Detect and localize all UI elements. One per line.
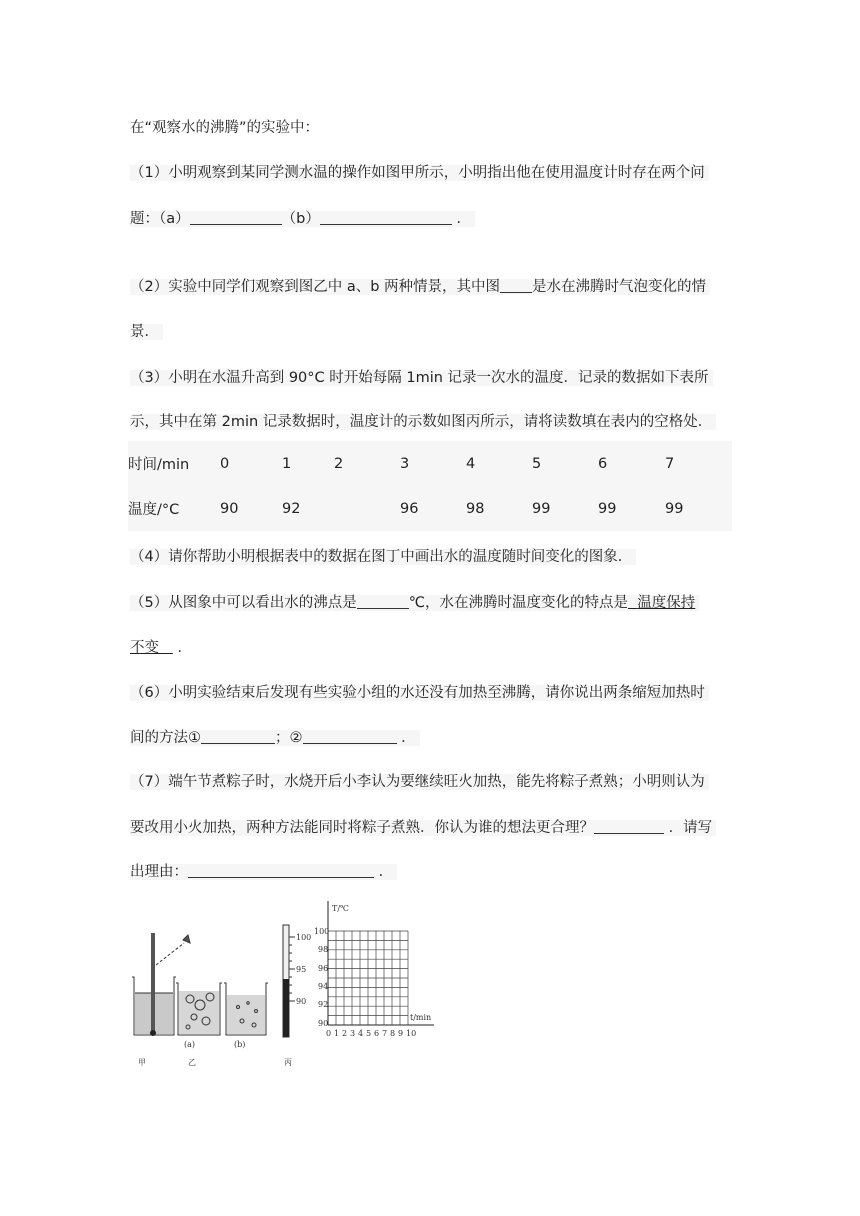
q6-blank-2[interactable] (303, 729, 397, 744)
temp-label: 温度/°C (128, 502, 180, 518)
x-tick: 10 (406, 1029, 417, 1038)
table-row-time (128, 441, 732, 486)
caption-a: (a) (184, 1040, 196, 1049)
table-cell: 3 (400, 455, 410, 472)
data-table (128, 441, 732, 531)
table-cell: 99 (598, 500, 617, 517)
q2-line1: （2）实验中同学们观察到图乙中 a、b 两种情景，其中图 是水在沸腾时气泡变化的情 (130, 277, 710, 297)
x-tick: 0 (326, 1029, 332, 1038)
table-cell: 5 (532, 455, 542, 472)
q7-line2: 要改用小火加热，两种方法能同时将粽子煮熟．你认为谁的想法更合理？ ．请写 (130, 818, 716, 838)
q7-blank-1[interactable] (594, 819, 664, 834)
x-tick: 7 (382, 1029, 388, 1038)
table-cell: 7 (665, 455, 675, 472)
caption-yi: 乙 (188, 1058, 196, 1067)
table-cell: 6 (598, 455, 608, 472)
q5-blank[interactable] (357, 594, 409, 609)
table-cell: 98 (466, 500, 485, 517)
caption-b: (b) (234, 1040, 246, 1049)
q4-text: （4）请你帮助小明根据表中的数据在图丁中画出水的温度随时间变化的图象． (130, 547, 636, 567)
caption-jia: 甲 (138, 1058, 146, 1067)
q1-line2: 题：（a） （b） ． (130, 209, 475, 229)
q5-line1: （5）从图象中可以看出水的沸点是 ℃，水在沸腾时温度变化的特点是 温度保持 (130, 593, 699, 613)
table-cell: 0 (220, 455, 230, 472)
table-cell: 90 (220, 500, 239, 517)
q7-blank-2[interactable] (188, 863, 374, 878)
temperature-graph (314, 901, 434, 1038)
table-row-temp (128, 486, 732, 531)
x-tick: 9 (398, 1029, 404, 1038)
thermometer-bing (283, 925, 311, 1037)
graph-x-label: t/min (410, 1013, 432, 1022)
beaker-a (176, 983, 222, 1035)
q5-answer-part1: 温度保持 (637, 595, 696, 611)
table-cell: 96 (400, 500, 419, 517)
caption-bing: 丙 (284, 1058, 292, 1067)
table-cell: 99 (665, 500, 684, 517)
q6-line1: （6）小明实验结束后发现有些实验小组的水还没有加热至沸腾，请你说出两条缩短加热时 (130, 683, 709, 703)
eye-sight-line-icon (156, 935, 190, 965)
therm-tick-95: 95 (296, 965, 307, 974)
y-tick: 92 (318, 1000, 329, 1009)
q3-line2: 示，其中在第 2min 记录数据时，温度计的示数如图丙所示，请将读数填在表内的空格处． (130, 412, 716, 432)
beaker-b (224, 983, 268, 1035)
x-tick: 3 (350, 1029, 356, 1038)
table-cell: 4 (466, 455, 476, 472)
y-tick: 90 (318, 1019, 329, 1028)
table-cell-empty[interactable] (334, 486, 400, 531)
q5-answer-part2: 不变 (130, 640, 159, 656)
table-cell: 92 (282, 500, 301, 517)
q1-blank-a[interactable] (190, 210, 282, 225)
y-tick: 100 (314, 927, 330, 936)
q6-line2: 间的方法① ；② ． (130, 728, 420, 748)
q1-blank-b[interactable] (320, 210, 452, 225)
experiment-figures (128, 895, 438, 1075)
q2-line2: 景． (130, 322, 163, 342)
time-label: 时间/min (128, 457, 190, 473)
q6-blank-1[interactable] (201, 729, 275, 744)
q7-line1: （7）端午节煮粽子时，水烧开后小李认为要继续旺火加热，能先将粽子煮熟；小明则认为 (130, 772, 709, 792)
x-tick: 5 (366, 1029, 372, 1038)
y-tick: 96 (318, 964, 329, 973)
graph-y-label: T/℃ (332, 904, 349, 913)
therm-tick-90: 90 (296, 997, 307, 1006)
q7-line3: 出理由： ． (130, 862, 397, 882)
table-cell: 2 (334, 455, 344, 472)
q2-blank[interactable] (500, 278, 532, 293)
table-cell: 99 (532, 500, 551, 517)
q5-line2: 不变 ． (130, 640, 192, 656)
table-cell: 1 (282, 455, 292, 472)
y-tick: 94 (318, 982, 329, 991)
x-tick: 8 (390, 1029, 396, 1038)
y-tick: 98 (318, 945, 329, 954)
x-tick: 6 (374, 1029, 380, 1038)
q3-line1: （3）小明在水温升高到 90°C 时开始每隔 1min 记录一次水的温度．记录的数据如下表所 (130, 368, 713, 388)
x-tick: 2 (342, 1029, 348, 1038)
x-tick: 4 (358, 1029, 364, 1038)
x-tick: 1 (334, 1029, 340, 1038)
intro-text: 在“观察水的沸腾”的实验中： (130, 120, 320, 136)
therm-tick-100: 100 (296, 933, 312, 942)
q1-line1: （1）小明观察到某同学测水温的操作如图甲所示，小明指出他在使用温度计时存在两个问 (130, 163, 709, 183)
